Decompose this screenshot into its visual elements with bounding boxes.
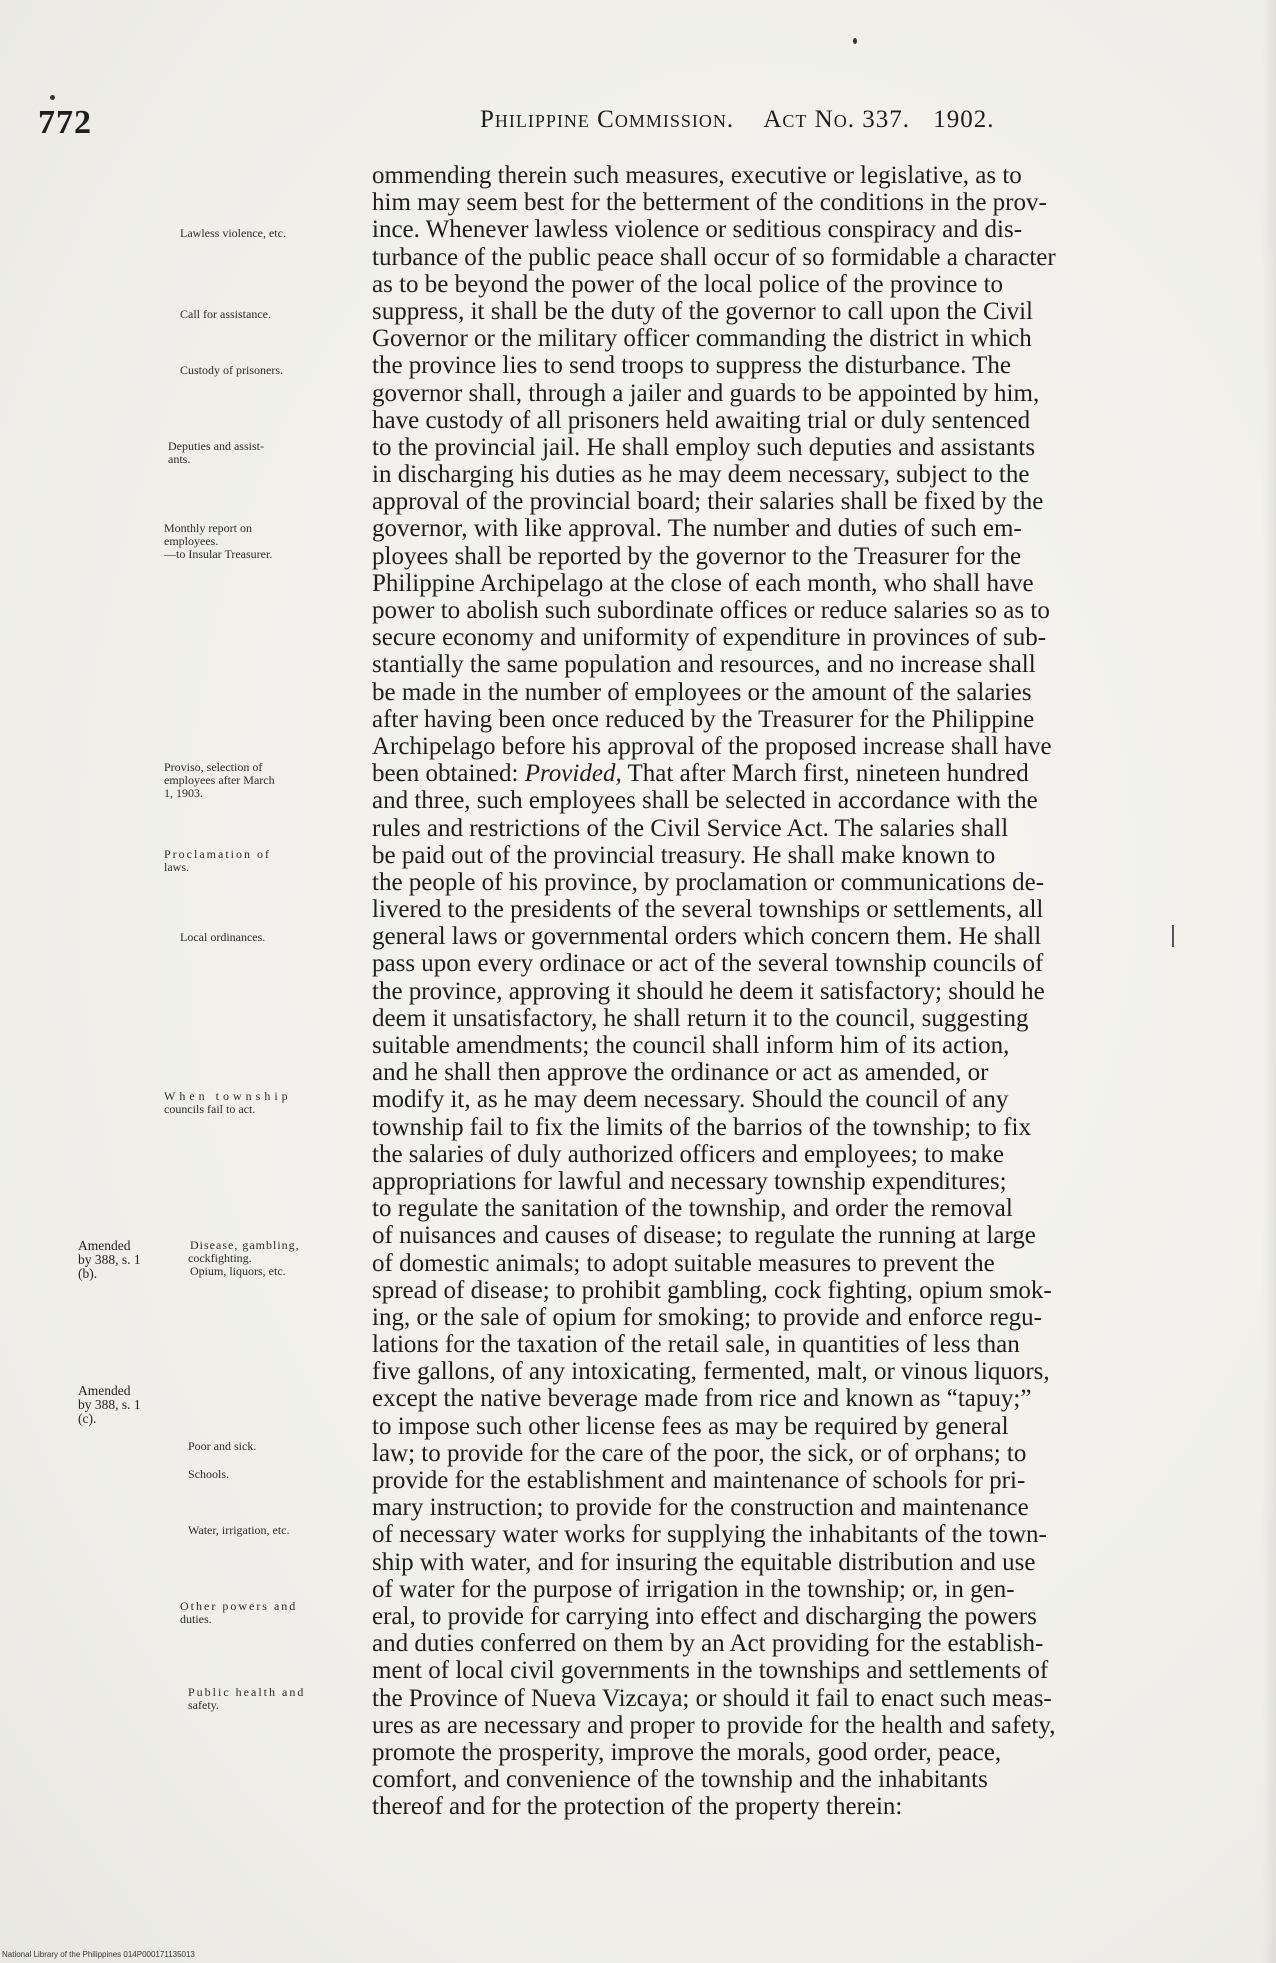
margin-note-line: cockfighting. [188, 1251, 252, 1265]
margin-note-line: Schools. [188, 1467, 230, 1481]
text-line: ship with water, and for insuring the equitable distribution and use [372, 1548, 1036, 1576]
margin-note-lawless [180, 227, 286, 240]
proviso-italic: Provided, [524, 760, 622, 788]
text-line: be paid out of the provincial treasury. He shall make known to [372, 841, 996, 869]
margin-note-line: Other powers and [180, 1599, 298, 1613]
text-line: ommending therein such measures, executive or legislative, as to [372, 162, 1022, 189]
margin-note-deputies [168, 440, 264, 466]
text-line: him may seem best for the betterment of the conditions in the prov- [372, 189, 1047, 217]
amendment-line: by 388, s. 1 [78, 1397, 141, 1412]
margin-note-line: Lawless violence, etc. [180, 226, 286, 240]
margin-note-line: Deputies and assist- [168, 439, 264, 453]
text-line: the province, approving it should he deem it satisfactory; should he [372, 977, 1045, 1005]
text-line: the Province of Nueva Vizcaya; or should it fail to enact such meas- [372, 1684, 1052, 1712]
text-line: township fail to fix the limits of the barrios of the township; to fix [372, 1113, 1031, 1141]
text-line: except the native beverage made from rice and known as “tapuy;” [372, 1385, 1032, 1413]
margin-note-line: Water, irrigation, etc. [188, 1523, 290, 1537]
text-line: power to abolish such subordinate offices or reduce salaries so as to [372, 597, 1050, 624]
amendment-line: (b). [78, 1266, 98, 1281]
text-line: to the provincial jail. He shall employ such deputies and assistants [372, 433, 1036, 461]
margin-note-line: 1, 1903. [164, 786, 203, 800]
text-line: to regulate the sanitation of the township, and order the removal [372, 1195, 1013, 1223]
text-line: eral, to provide for carrying into effect and discharging the powers [372, 1602, 1037, 1630]
amendment-line: Amended [78, 1383, 131, 1398]
margin-note-line: Public health and [188, 1685, 306, 1699]
margin-note-line: Proviso, selection of [164, 760, 263, 774]
margin-note-proclamation [164, 848, 271, 874]
text-line: five gallons, of any intoxicating, fermented, malt, or vinous liquors, [372, 1358, 1050, 1386]
text-line: law; to provide for the care of the poor, the sick, or of orphans; to [372, 1439, 1027, 1467]
margin-note-monthly [164, 522, 272, 561]
text-line: ince. Whenever lawless violence or seditious conspiracy and dis- [372, 216, 1023, 244]
text-line: modify it, as he may deem necessary. Should the council of any [372, 1086, 1009, 1114]
margin-note-line: Poor and sick. [188, 1439, 257, 1453]
text-line: spread of disease; to prohibit gambling, cock fighting, opium smok- [372, 1276, 1052, 1304]
text-line: provide for the establishment and maintenance of schools for pri- [372, 1467, 1026, 1494]
text-line: the people of his province, by proclamation or communications de- [372, 868, 1045, 896]
margin-note-line: Call for assistance. [180, 307, 271, 321]
text-line: promote the prosperity, improve the morals, good order, peace, [372, 1738, 1002, 1766]
text-line: Archipelago before his approval of the proposed increase shall have [372, 732, 1052, 760]
text-line: ment of local civil governments in the townships and settlements of [372, 1657, 1049, 1685]
margin-note-call [180, 308, 271, 321]
scan-footer: National Library of the Philippines 014P000171135013 [2, 1950, 195, 1959]
text-line: as to be beyond the power of the local police of the province to [372, 270, 1004, 298]
text-line: and he shall then approve the ordinance or act as amended, or [372, 1059, 989, 1087]
margin-note-public [188, 1686, 305, 1712]
text-line: stantially the same population and resources, and no increase shall [372, 651, 1036, 679]
text-line: thereof and for the protection of the property therein: [372, 1793, 903, 1821]
amendment-note [78, 1384, 141, 1426]
margin-note-schools [188, 1468, 229, 1481]
text-line: ures as are necessary and proper to provide for the health and safety, [372, 1711, 1056, 1739]
margin-note-line: laws. [164, 860, 189, 874]
ink-speck [853, 38, 857, 44]
text-line: of nuisances and causes of disease; to regulate the running at large [372, 1222, 1036, 1250]
margin-note-water [188, 1524, 290, 1537]
margin-note-line: safety. [188, 1698, 219, 1712]
text-line: governor shall, through a jailer and guards to be appointed by him, [372, 379, 1040, 407]
text-line: livered to the presidents of the several townships or settlements, all [372, 896, 1044, 924]
text-line: rules and restrictions of the Civil Service Act. The salaries shall [372, 814, 1009, 842]
text-line: deem it unsatisfactory, he shall return it to the council, suggesting [372, 1004, 1029, 1032]
amendment-line: (c). [78, 1411, 97, 1426]
text-line: appropriations for lawful and necessary township expenditures; [372, 1167, 1007, 1195]
text-line: the province lies to send troops to suppress the disturbance. The [372, 352, 1011, 380]
margin-note-line: Local ordinances. [180, 930, 266, 944]
margin-note-disease [190, 1239, 300, 1278]
text-line: be made in the number of employees or the amount of the salaries [372, 678, 1032, 706]
text-line: ing, or the sale of opium for smoking; to provide and enforce regu- [372, 1303, 1042, 1331]
text-line: suitable amendments; the council shall inform him of its action, [372, 1032, 1010, 1059]
text-line: in discharging his duties as he may deem necessary, subject to the [372, 461, 1030, 489]
text-line: turbance of the public peace shall occur of so formidable a character [372, 243, 1056, 271]
text-line: and three, such employees shall be selected in accordance with the [372, 787, 1038, 815]
text-line: Philippine Archipelago at the close of each month, who shall have [372, 569, 1034, 597]
act-body-text [372, 162, 1172, 1820]
margin-note-line: employees. [164, 534, 219, 548]
text-line: have custody of all prisoners held awaiting trial or duly sentenced [372, 406, 1031, 434]
text-line: Governor or the military officer commanding the district in which [372, 325, 1032, 353]
margin-note-line: duties. [180, 1612, 212, 1626]
running-head-title: Philippine Commission. [480, 106, 735, 133]
text-line: of water for the purpose of irrigation in the township; or, in gen- [372, 1575, 1015, 1603]
amendment-line: Amended [78, 1238, 131, 1253]
text-line: general laws or governmental orders which concern them. He shall [372, 923, 1042, 951]
text-line: lations for the taxation of the retail sale, in quantities of less than [372, 1331, 1020, 1359]
running-head [480, 106, 994, 134]
margin-mark [1172, 925, 1174, 947]
text-line: after having been once reduced by the Treasurer for the Philippine [372, 705, 1035, 733]
margin-note-poor [188, 1440, 256, 1453]
text-line: to impose such other license fees as may be required by general [372, 1412, 1009, 1440]
text-segment: been obtained: [372, 760, 525, 788]
margin-note-when [164, 1090, 292, 1116]
text-line: suppress, it shall be the duty of the governor to call upon the Civil [372, 297, 1033, 325]
margin-note-other [180, 1600, 297, 1626]
text-line: mary instruction; to provide for the construction and maintenance [372, 1494, 1029, 1522]
text-line: governor, with like approval. The number and duties of such em- [372, 515, 1022, 543]
page-number: 772 [38, 104, 92, 141]
amendment-note [78, 1239, 141, 1281]
text-line: comfort, and convenience of the township and the inhabitants [372, 1766, 988, 1794]
margin-note-custody [180, 364, 283, 377]
margin-note-local [180, 931, 265, 944]
margin-note-line: employees after March [164, 773, 275, 787]
running-head-year: 1902. [933, 106, 995, 133]
text-line: approval of the provincial board; their salaries shall be fixed by the [372, 488, 1044, 516]
text-line: and duties conferred on them by an Act providing for the establish- [372, 1630, 1044, 1658]
margin-note-line: Proclamation of [164, 847, 271, 861]
text-line: of necessary water works for supplying the inhabitants of the town- [372, 1521, 1047, 1549]
text-line: of domestic animals; to adopt suitable measures to prevent the [372, 1249, 995, 1277]
margin-note-line: Custody of prisoners. [180, 363, 283, 377]
margin-note-line: Disease, gambling, [190, 1238, 300, 1252]
text-line: the salaries of duly authorized officers and employees; to make [372, 1140, 1004, 1168]
margin-note-line: Opium, liquors, etc. [190, 1264, 286, 1278]
text-line: secure economy and uniformity of expenditure in provinces of sub- [372, 624, 1047, 652]
margin-note-line: —to Insular Treasurer. [164, 547, 273, 561]
margin-note-line: Monthly report on [164, 521, 252, 535]
margin-note-line: When township [164, 1089, 292, 1103]
text-line [372, 760, 1172, 787]
running-head-act: Act No. 337. [763, 106, 910, 133]
text-line: pass upon every ordinace or act of the several township councils of [372, 950, 1044, 978]
margin-note-line: ants. [168, 452, 191, 466]
page-edge-shadow [1262, 0, 1276, 1963]
ink-speck [50, 95, 55, 100]
text-line: ployees shall be reported by the governor to the Treasurer for the [372, 542, 1022, 570]
margin-note-proviso [164, 761, 275, 800]
amendment-line: by 388, s. 1 [78, 1252, 141, 1267]
text-segment: That after March first, nineteen hundred [621, 760, 1029, 788]
margin-note-line: councils fail to act. [164, 1102, 256, 1116]
